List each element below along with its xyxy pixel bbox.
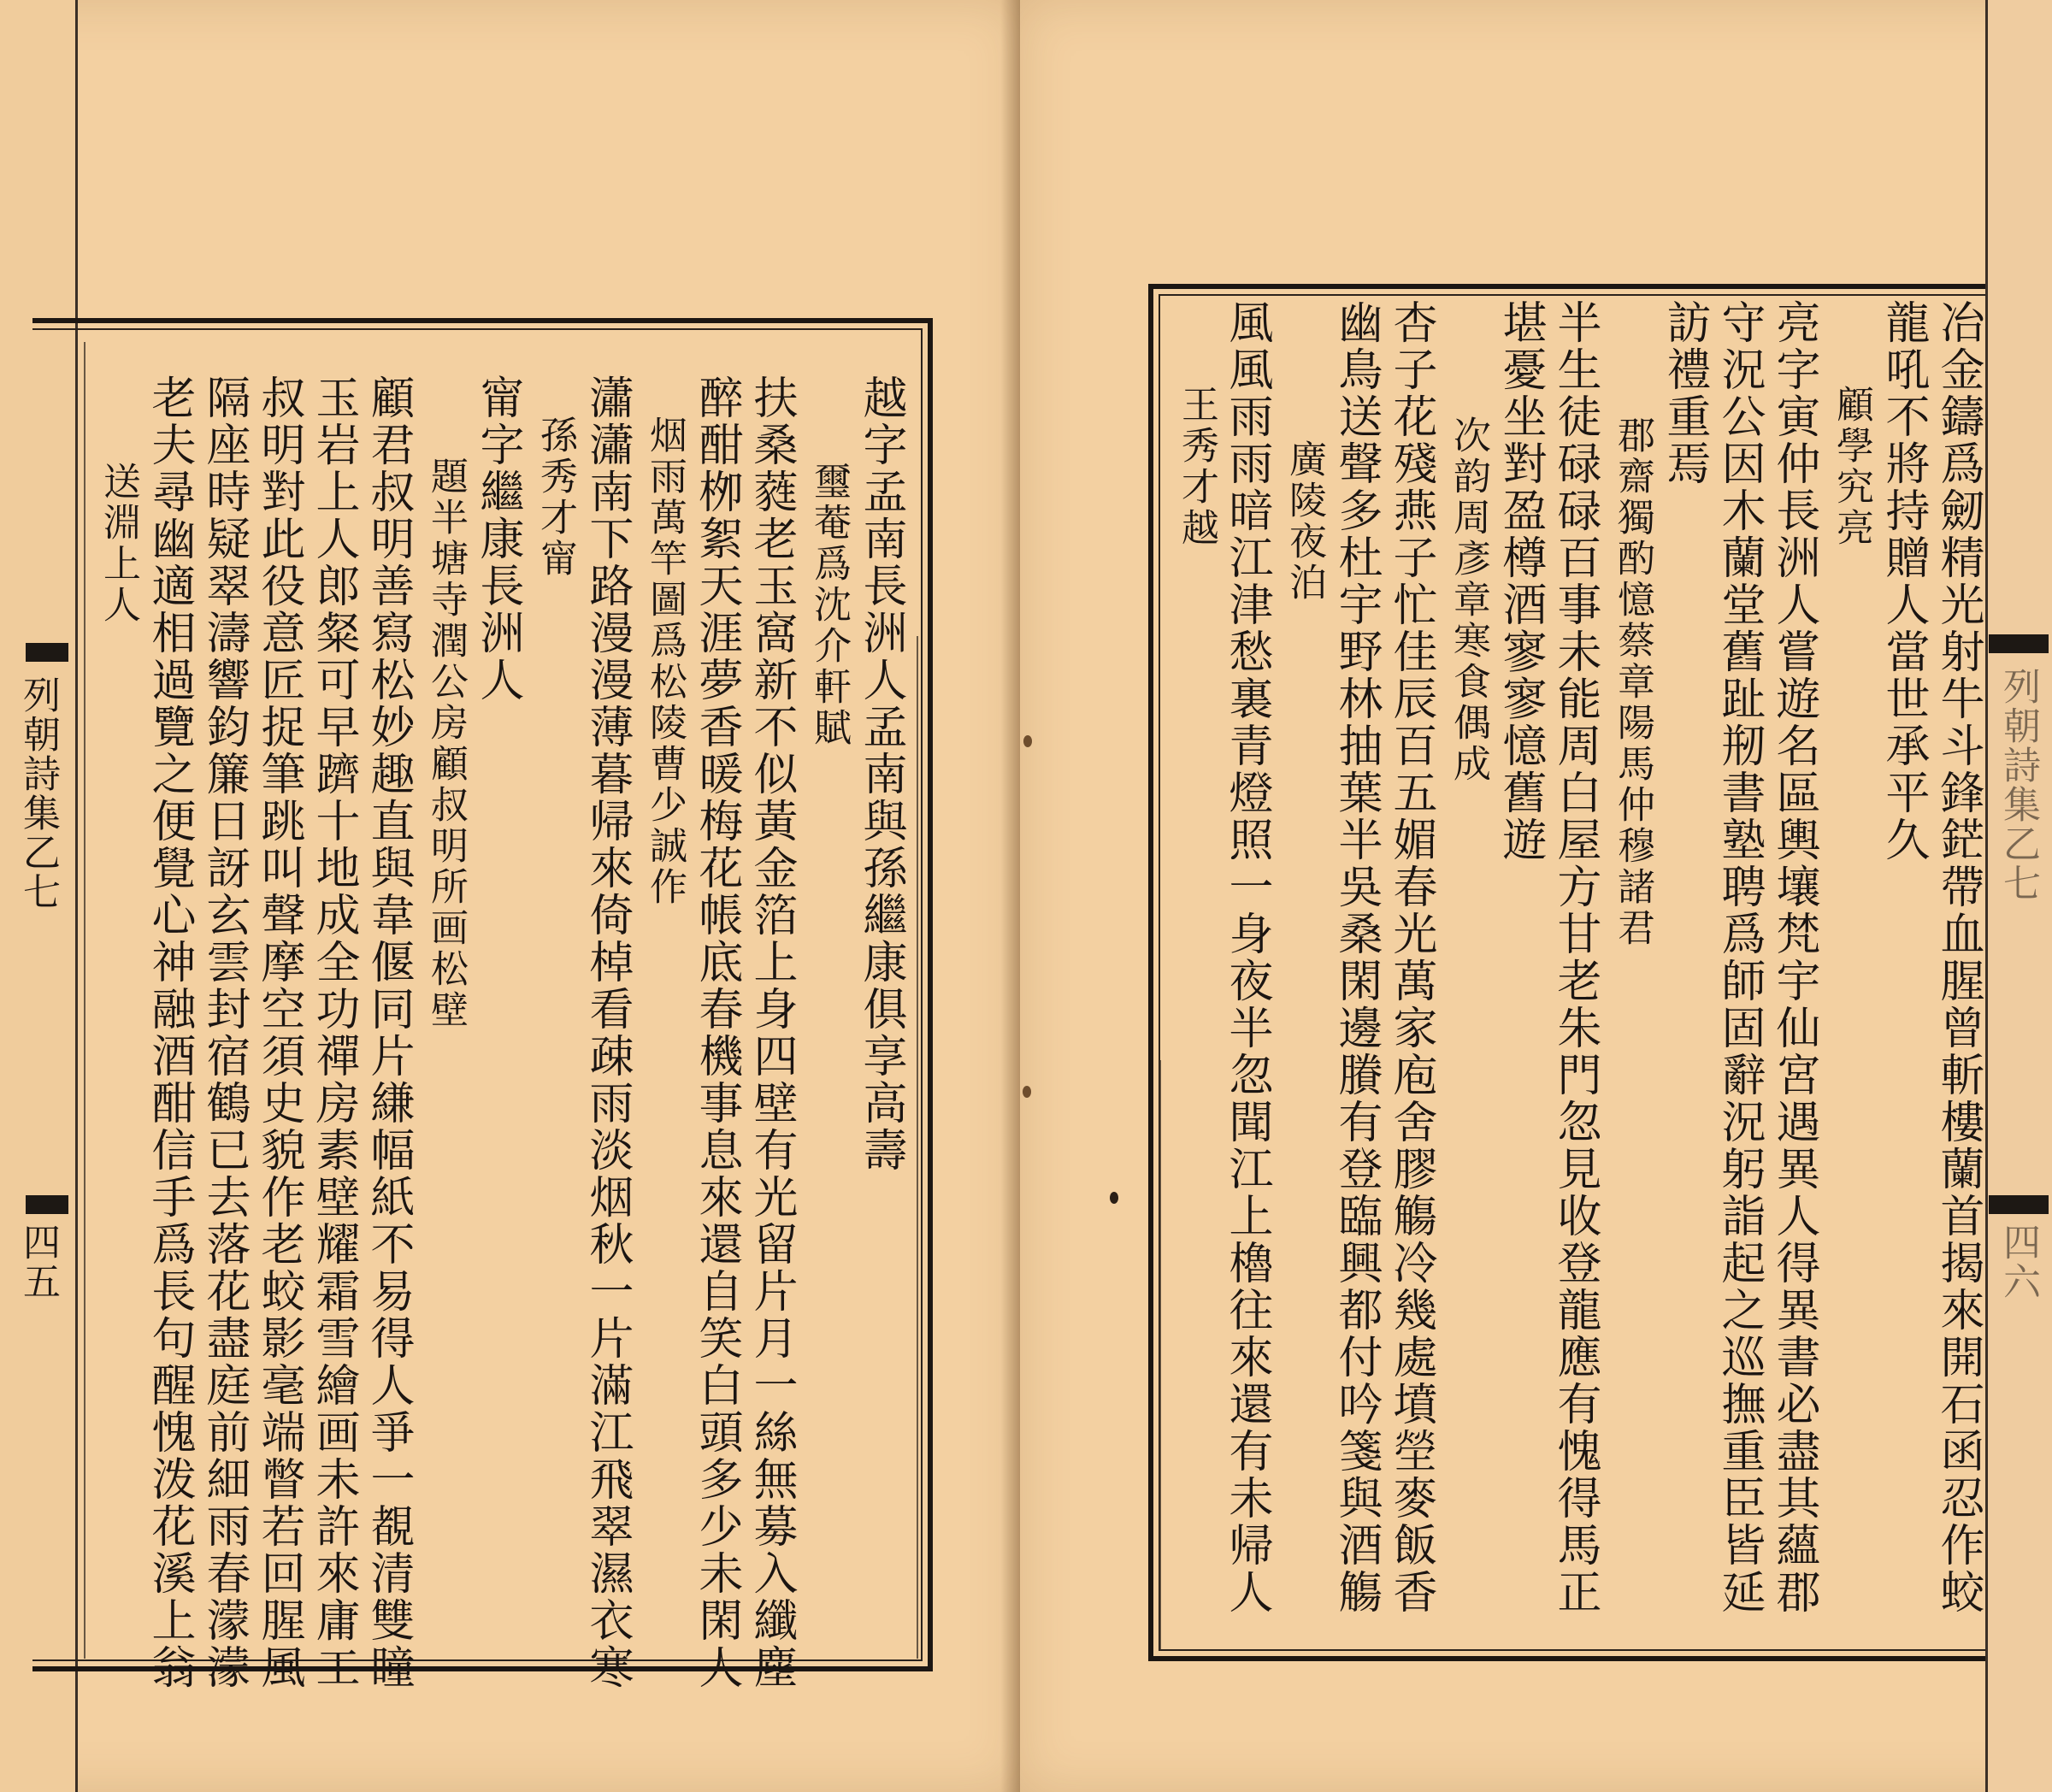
left-column-rule (84, 342, 86, 1659)
right-edge-folio: 四六 (1996, 1223, 2040, 1301)
right-fish-tail-mark-bottom (1989, 1195, 2049, 1214)
left-text-column-6: 瀟瀟南下路漫漫薄暮帰來倚棹看疎雨淡烟秋一片滿江飛翠濕衣寒 (581, 374, 633, 1691)
left-text-column-13: 隔座時疑翠濤響鈞簾日訝玄雲封宿鶴已去落花盡庭前細雨春濛濛 (198, 374, 250, 1691)
right-column-rule (1159, 1060, 1161, 1650)
left-text-column-3: 扶桑蕤老玉窩新不似黃金箔上身四壁有光留片月一絲無募入纖塵 (746, 374, 797, 1691)
left-text-column-15: 送淵上人 (97, 462, 140, 626)
left-text-column-2: 璽菴爲沈介軒賦 (807, 462, 851, 749)
left-text-column-5: 烟雨萬竿圖爲松陵曹少誠作 (643, 416, 687, 908)
ink-speck (1110, 1192, 1118, 1204)
left-text-column-9: 題半塘寺潤公房顧叔明所画松壁 (424, 457, 468, 1031)
right-text-column-8: 半生徒碌碌百事未能周白屋方甘老朱門忽見收登龍應有愧得馬正 (1549, 299, 1601, 1616)
right-text-column-14: 風風雨雨暗江津愁裏青燈照一身夜半忽聞江上櫓往來還有未帰人 (1221, 299, 1272, 1616)
left-text-column-4: 醉酣栁絮天涯夢香暖梅花帳底春機事息來還自笑白頭多少未閑人 (691, 374, 742, 1691)
right-text-column-13: 廣陵夜泊 (1282, 439, 1326, 604)
left-column-rule (917, 636, 918, 1659)
right-text-column-3: 顧學究亮 (1830, 385, 1873, 549)
left-edge-folio: 四五 (16, 1223, 60, 1301)
right-text-column-10: 次韵周彥章寒食偶成 (1447, 416, 1490, 785)
right-fish-tail-mark-top (1989, 634, 2049, 653)
right-edge-title: 列朝詩集乙七 (1996, 667, 2040, 903)
right-text-column-11: 杏子花殘燕子忙佳辰百五媚春光萬家庖舍膠觴冷幾處墳塋麥飯香 (1385, 299, 1436, 1616)
left-text-column-10: 顧君叔明善寫松妙趣直與韋偃同片縑幅紙不易得人爭一覩清雙瞳 (363, 374, 414, 1691)
right-text-column-5: 守況公因木蘭堂舊趾剏書塾聘爲師固辭況躬詣起之巡撫重臣皆延 (1713, 299, 1765, 1616)
right-text-column-4: 亮字寅仲長洲人嘗遊名區輿壤梵宇仙宮遇異人得異書必盡其蘊郡 (1768, 299, 1819, 1616)
left-text-column-7: 孫秀才甯 (534, 416, 577, 580)
right-text-column-2: 龍吼不將持贈人當世承平久 (1878, 299, 1929, 864)
left-text-column-8: 甯字繼康長洲人 (472, 374, 523, 704)
left-text-column-11: 玉岩上人郎粲可早躋十地成全功禪房素壁耀霜雪繪画未許來庸工 (308, 374, 359, 1691)
right-text-column-9: 堪憂坐對盈樽酒寥寥憶舊遊 (1495, 299, 1546, 864)
right-text-column-7: 郡齋獨酌憶蔡章陽馬仲穆諸君 (1611, 416, 1654, 949)
left-text-column-1: 越字孟南長洲人孟南與孫繼康俱享高壽 (855, 374, 906, 1174)
left-edge-title: 列朝詩集乙七 (16, 675, 60, 911)
right-text-column-6: 訪禮重焉 (1659, 299, 1710, 487)
right-text-column-12: 幽鳥送聲多杜宇野林抽葉半吳桑閑邊賸有登臨興都付吟箋與酒觴 (1330, 299, 1382, 1616)
right-text-column-15: 王秀才越 (1175, 385, 1218, 549)
right-text-column-1: 冶金鑄爲劒精光射牛斗鋒鋩帶血腥曾斬樓蘭首揭來開石函忍作蛟 (1932, 299, 1984, 1616)
left-text-column-12: 叔明對此役意匠捉筆跳叫聲摩空須史貌作老蛟影毫端瞥若回腥風 (253, 374, 304, 1691)
binding-hole (1023, 735, 1032, 747)
left-text-column-14: 老夫尋幽適相過覽之便覺心神融酒酣信手爲長句醒愧泼花溪上翁 (144, 374, 195, 1691)
binding-hole (1023, 1086, 1031, 1098)
